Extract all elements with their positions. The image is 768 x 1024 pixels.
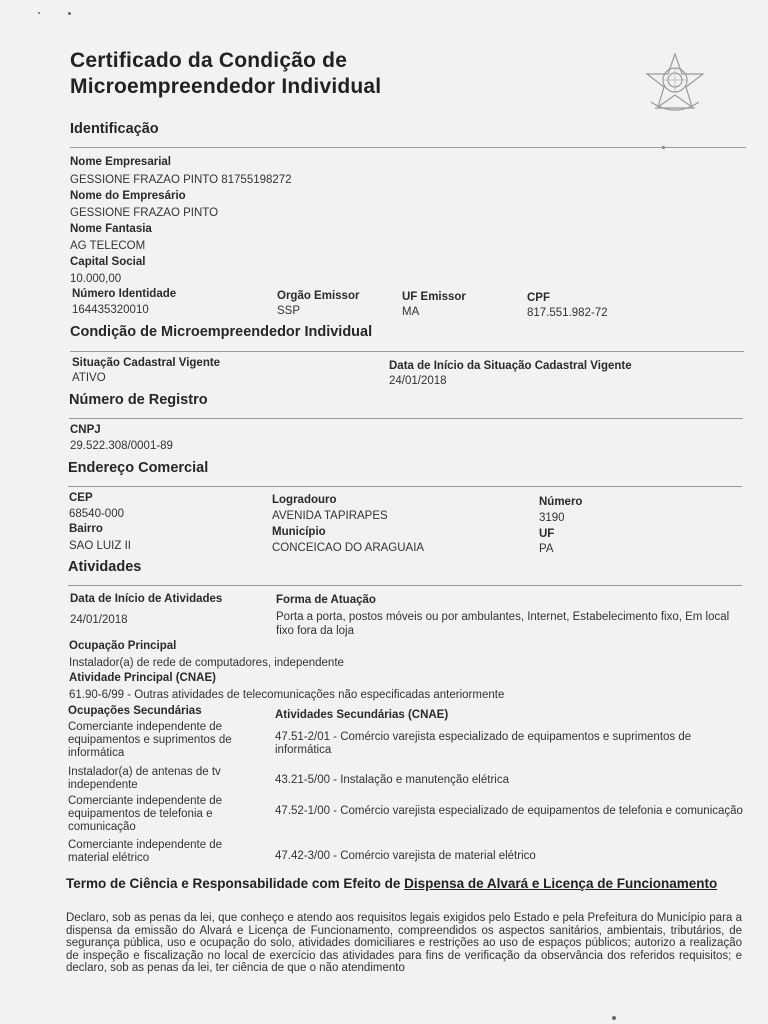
section-heading-atividades: Atividades — [68, 559, 142, 575]
atividade-principal-label: Atividade Principal (CNAE) — [69, 672, 216, 684]
cnpj-value: 29.522.308/0001-89 — [70, 440, 173, 452]
situacao-cadastral-label: Situação Cadastral Vigente — [72, 357, 221, 369]
orgao-emissor-label: Orgão Emissor — [277, 290, 360, 302]
forma-atuacao-value: Porta a porta, postos móveis ou por ambulantes, Internet, Estabelecimento fixo, Em local fixo fora da loja — [276, 611, 730, 637]
cep-value: 68540-000 — [69, 508, 124, 520]
orgao-emissor-value: SSP — [277, 305, 301, 317]
section-heading-condicao: Condição de Microempreendedor Individual — [70, 324, 373, 340]
numero-identidade-label: Número Identidade — [72, 288, 177, 300]
numero-value: 3190 — [539, 512, 565, 524]
document-title — [70, 48, 381, 100]
data-inicio-situacao-label: Data de Início da Situação Cadastral Vigente — [389, 360, 632, 372]
divider — [70, 351, 744, 352]
logradouro-label: Logradouro — [272, 494, 337, 506]
ocupacoes-secundarias-label: Ocupações Secundárias — [68, 705, 202, 717]
capital-social-value: 10.000,00 — [70, 273, 122, 285]
uf-value: PA — [539, 543, 554, 555]
scan-speck — [38, 12, 40, 14]
section-heading-endereco: Endereço Comercial — [68, 460, 209, 476]
scan-speck — [612, 1016, 616, 1020]
ocupacao-secundaria: Comerciante independente de equipamentos de telefonia e comunicação — [68, 795, 223, 833]
scan-speck — [68, 12, 71, 15]
nome-empresario-label: Nome do Empresário — [70, 190, 186, 202]
cnpj-label: CNPJ — [70, 424, 101, 436]
nome-empresarial-value: GESSIONE FRAZAO PINTO 81755198272 — [70, 174, 292, 186]
municipio-value: CONCEICAO DO ARAGUAIA — [272, 542, 425, 554]
divider — [69, 418, 743, 419]
divider — [70, 147, 746, 148]
uf-emissor-label: UF Emissor — [402, 291, 466, 303]
divider — [68, 585, 742, 586]
cnae-secundaria: 47.51-2/01 - Comércio varejista especializado de equipamentos e suprimentos de informática — [275, 731, 692, 756]
termo-title-link: Dispensa de Alvará e Licença de Funcionamento — [404, 876, 718, 891]
cnae-secundaria: 43.21-5/00 - Instalação e manutenção elétrica — [275, 774, 509, 786]
nome-fantasia-label: Nome Fantasia — [70, 223, 152, 235]
logradouro-value: AVENIDA TAPIRAPES — [272, 510, 388, 522]
uf-label: UF — [539, 528, 555, 540]
data-inicio-situacao-value: 24/01/2018 — [389, 375, 447, 387]
cnae-secundaria: 47.42-3/00 - Comércio varejista de material elétrico — [275, 850, 536, 862]
bairro-label: Bairro — [69, 523, 103, 535]
ocupacao-secundaria: Instalador(a) de antenas de tv independente — [68, 766, 221, 791]
cep-label: CEP — [69, 492, 93, 504]
municipio-label: Município — [272, 526, 326, 538]
atividades-secundarias-label: Atividades Secundárias (CNAE) — [275, 709, 449, 721]
bairro-value: SAO LUIZ II — [69, 540, 131, 552]
data-inicio-atividades-label: Data de Início de Atividades — [70, 593, 223, 605]
document-title-line1: Certificado da Condição de — [70, 49, 348, 72]
cpf-label: CPF — [527, 292, 550, 304]
termo-title-prefix: Termo de Ciência e Responsabilidade com Efeito de — [66, 876, 401, 891]
divider — [68, 486, 742, 487]
termo-paragraph: Declaro, sob as penas da lei, que conheço e atendo aos requisitos legais exigidos pelo Estado e pela Prefeitura do Município para a dispensa da emissão do Alvará e Licença de Funcionamento, compreendidos os aspectos sanitários, ambientais, tributários, de segurança pública, uso e ocupação do solo, atividades domiciliares e restrições ao uso de espaços públicos; autorizo a realização de inspeção e fiscalização no local de exercício das atividades para fins de verificação da observância dos referidos requisitos; e declaro, sob as penas da lei, ter ciência de que o não atendimento — [66, 912, 742, 975]
brazil-coat-of-arms-icon — [641, 50, 709, 118]
data-inicio-atividades-value: 24/01/2018 — [70, 614, 128, 626]
ocupacao-secundaria: Comerciante independente de material elétrico — [68, 839, 223, 864]
nome-fantasia-value: AG TELECOM — [70, 240, 146, 252]
cpf-value: 817.551.982-72 — [527, 307, 608, 319]
ocupacao-principal-value: Instalador(a) de rede de computadores, independente — [69, 657, 344, 669]
atividade-principal-value: 61.90-6/99 - Outras atividades de telecomunicações não especificadas anteriormente — [69, 689, 505, 701]
uf-emissor-value: MA — [402, 306, 420, 318]
numero-identidade-value: 164435320010 — [72, 304, 149, 316]
numero-label: Número — [539, 496, 583, 508]
nome-empresario-value: GESSIONE FRAZAO PINTO — [70, 207, 219, 219]
ocupacao-principal-label: Ocupação Principal — [69, 640, 177, 652]
nome-empresarial-label: Nome Empresarial — [70, 156, 171, 168]
section-heading-identificacao: Identificação — [70, 121, 159, 137]
forma-atuacao-label: Forma de Atuação — [276, 594, 376, 606]
capital-social-label: Capital Social — [70, 256, 146, 268]
ocupacao-secundaria: Comerciante independente de equipamentos e suprimentos de informática — [68, 721, 232, 759]
termo-title — [66, 876, 746, 892]
situacao-cadastral-value: ATIVO — [72, 372, 106, 384]
section-heading-registro: Número de Registro — [69, 392, 208, 408]
cnae-secundaria: 47.52-1/00 - Comércio varejista especializado de equipamentos de telefonia e comunicação — [275, 805, 743, 817]
document-title-line2: Microempreendedor Individual — [70, 75, 382, 98]
